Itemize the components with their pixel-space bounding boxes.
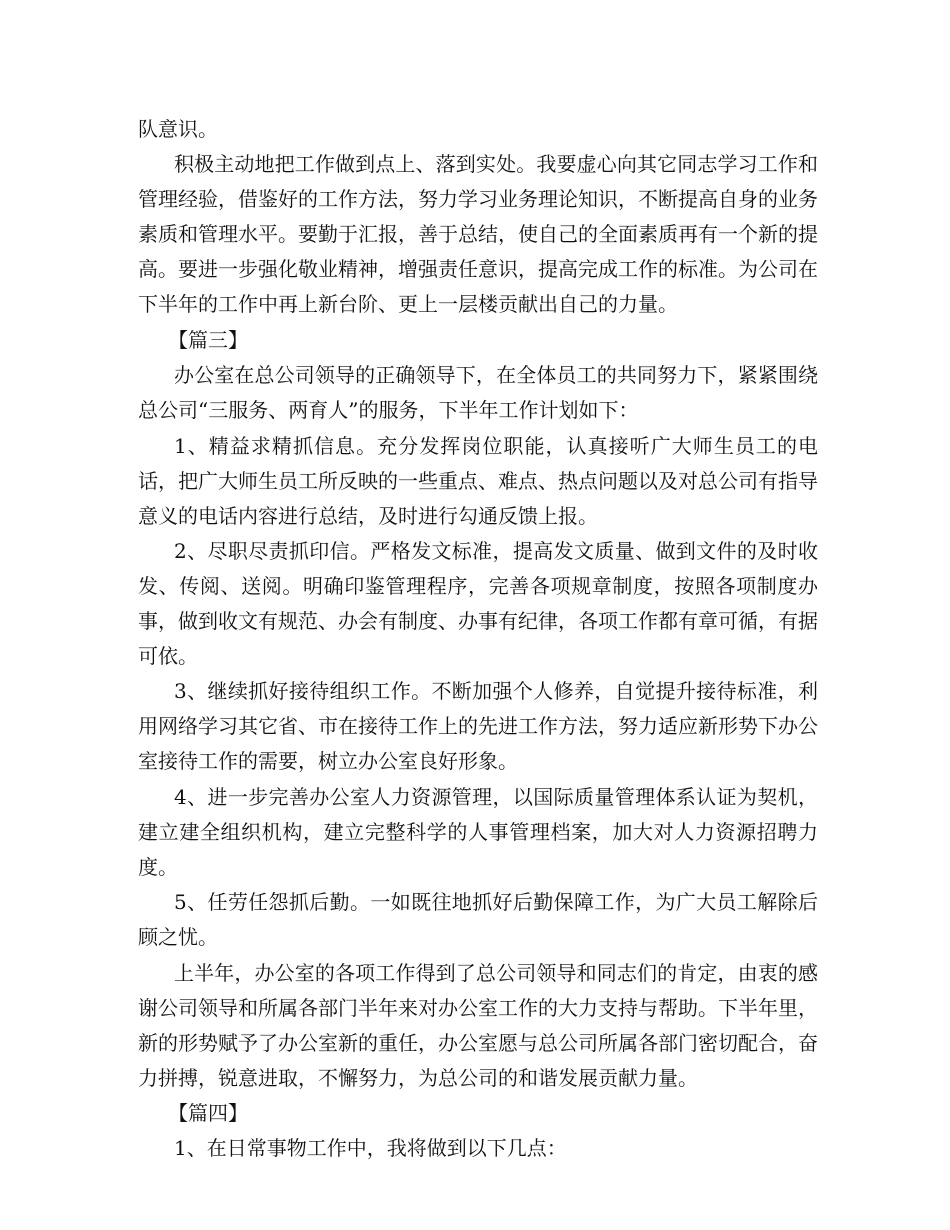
paragraph-item-2: 2、尽职尽责抓印信。严格发文标准，提高发文质量、做到文件的及时收发、传阅、送阅。明确印鉴管理程序，完善各项规章制度，按照各项制度办事，做到收文有规范、办会有制度、办事有纪律，各项工作都有章可循，有据可依。: [138, 538, 818, 668]
paragraph-continuation: 队意识。: [138, 117, 218, 141]
paragraph-item-5: 5、任劳任怨抓后勤。一如既往地抓好后勤保障工作，为广大员工解除后顾之忧。: [138, 890, 818, 950]
paragraph-item-1: 1、精益求精抓信息。充分发挥岗位职能，认真接听广大师生员工的电话，把广大师生员工所反映的一些重点、难点、热点问题以及对总公司有指导意义的电话内容进行总结，及时进行勾通反馈上报。: [138, 433, 818, 528]
paragraph-part-four-item-1: 1、在日常事物工作中，我将做到以下几点：: [174, 1136, 567, 1161]
section-heading-part-four: 【篇四】: [168, 1100, 248, 1125]
paragraph-summary: 上半年，办公室的各项工作得到了总公司领导和同志们的肯定，由衷的感谢公司领导和所属各部门半年来对办公室工作的大力支持与帮助。下半年里，新的形势赋予了办公室新的重任，办公室愿与总公司所属各部门密切配合，奋力拼搏，锐意进取，不懈努力，为总公司的和谐发展贡献力量。: [138, 960, 818, 1090]
paragraph-item-4: 4、进一步完善办公室人力资源管理，以国际质量管理体系认证为契机，建立建全组织机构，建立完整科学的人事管理档案，加大对人力资源招聘力度。: [138, 784, 818, 879]
paragraph-item-3: 3、继续抓好接待组织工作。不断加强个人修养，自觉提升接待标准，利用网络学习其它省、市在接待工作上的先进工作方法，努力适应新形势下办公室接待工作的需要，树立办公室良好形象。: [138, 679, 818, 774]
document-page: [138, 112, 818, 1167]
paragraph-intro: 办公室在总公司领导的正确领导下，在全体员工的共同努力下，紧紧围绕总公司“三服务、两育人”的服务，下半年工作计划如下：: [138, 363, 818, 423]
section-heading-part-three: 【篇三】: [168, 327, 248, 352]
paragraph-work-attitude: 积极主动地把工作做到点上、落到实处。我要虚心向其它同志学习工作和管理经验，借鉴好的工作方法，努力学习业务理论知识，不断提高自身的业务素质和管理水平。要勤于汇报，善于总结，使自己的全面素质再有一个新的提高。要进一步强化敬业精神，增强责任意识，提高完成工作的标准。为公司在下半年的工作中再上新台阶、更上一层楼贡献出自己的力量。: [138, 152, 818, 317]
